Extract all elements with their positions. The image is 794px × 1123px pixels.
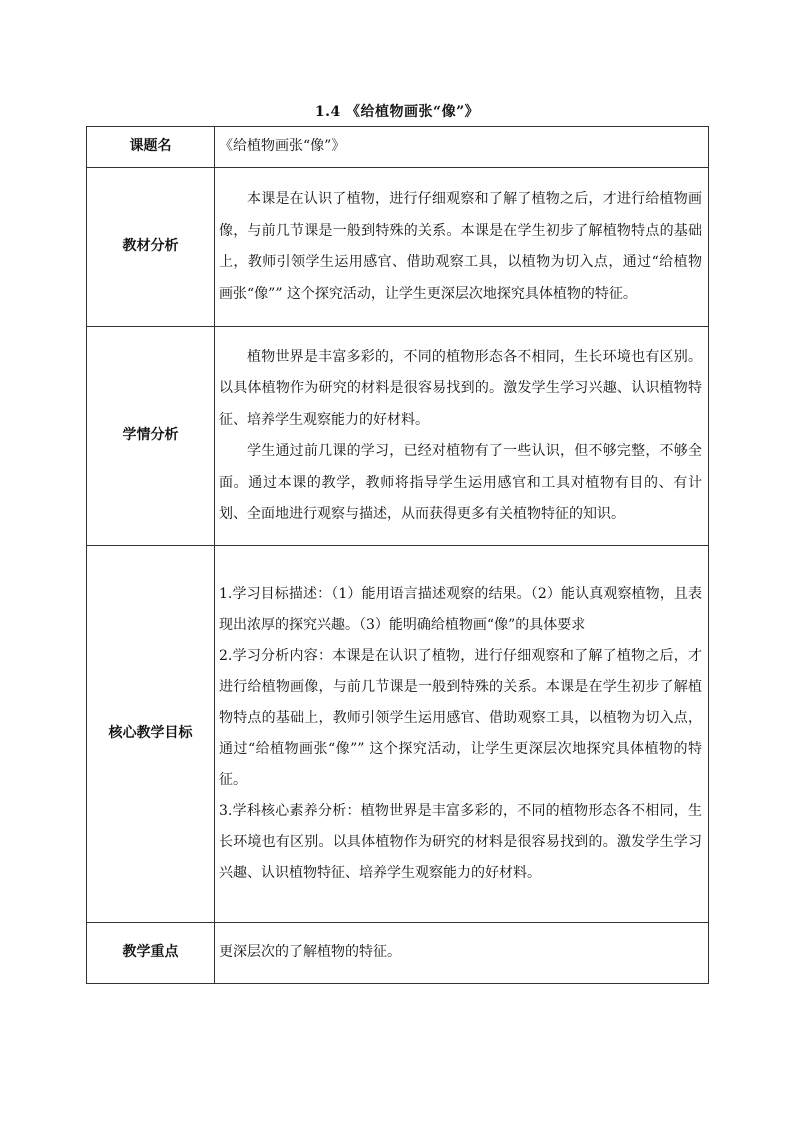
page-title: 1.4 《给植物画张“像”》 — [314, 104, 480, 120]
table-row — [87, 168, 709, 327]
row-label-core-goals: 核心教学目标 — [87, 546, 215, 923]
table-row — [87, 127, 709, 168]
core-goals-paragraph-2: 2.学习分析内容：本课是在认识了植物，进行仔细观察和了解了植物之后，才进行给植物画像，与前几节课是一般到特殊的关系。本课是在学生初步了解植物特点的基础上，教师引领学生运用感官、借助观察工具，以植物为切入点，通过“给植物画张“像”” 这个探究活动，让学生更深层次地探究具体植物的特征。 — [219, 648, 702, 788]
row-content-core-goals — [215, 546, 709, 923]
table-row — [87, 923, 709, 984]
row-content-teaching-focus — [215, 923, 709, 984]
lesson-plan-table — [86, 126, 709, 984]
row-content-textbook-analysis — [215, 168, 709, 327]
teaching-focus-text: 更深层次的了解植物的特征。 — [219, 944, 401, 961]
topic-text: 《给植物画张“像”》 — [219, 138, 346, 155]
row-content-topic — [215, 127, 709, 168]
row-label-topic: 课题名 — [87, 127, 215, 168]
core-goals-paragraph-3: 3.学科核心素养分析：植物世界是丰富多彩的，不同的植物形态各不相同，生长环境也有区别。以具体植物作为研究的材料是很容易找到的。激发学生学习兴趣、认识植物特征、培养学生观察能力的好材料。 — [219, 803, 702, 881]
textbook-analysis-paragraph: 本课是在认识了植物，进行仔细观察和了解了植物之后，才进行给植物画像，与前几节课是一般到特殊的关系。本课是在学生初步了解植物特点的基础上，教师引领学生运用感官、借助观察工具，以植物为切入点，通过“给植物画张“像”” 这个探究活动，让学生更深层次地探究具体植物的特征。 — [219, 191, 702, 302]
student-analysis-paragraph-1: 植物世界是丰富多彩的，不同的植物形态各不相同，生长环境也有区别。以具体植物作为研究的材料是很容易找到的。激发学生学习兴趣、认识植物特征、培养学生观察能力的好材料。 — [219, 348, 702, 428]
core-goals-paragraph-1: 1.学习目标描述：（1）能用语言描述观察的结果。（2）能认真观察植物，且表现出浓厚的探究兴趣。（3）能明确给植物画“像”的具体要求 — [219, 586, 702, 633]
student-analysis-paragraph-2: 学生通过前几课的学习，已经对植物有了一些认识，但不够完整，不够全面。通过本课的教学，教师将指导学生运用感官和工具对植物有目的、有计划、全面地进行观察与描述，从而获得更多有关植物特征的知识。 — [219, 443, 702, 522]
row-label-textbook-analysis: 教材分析 — [87, 168, 215, 327]
row-label-teaching-focus: 教学重点 — [87, 923, 215, 984]
table-row — [87, 546, 709, 923]
row-content-student-analysis — [215, 327, 709, 546]
row-label-student-analysis: 学情分析 — [87, 327, 215, 546]
table-row — [87, 327, 709, 546]
